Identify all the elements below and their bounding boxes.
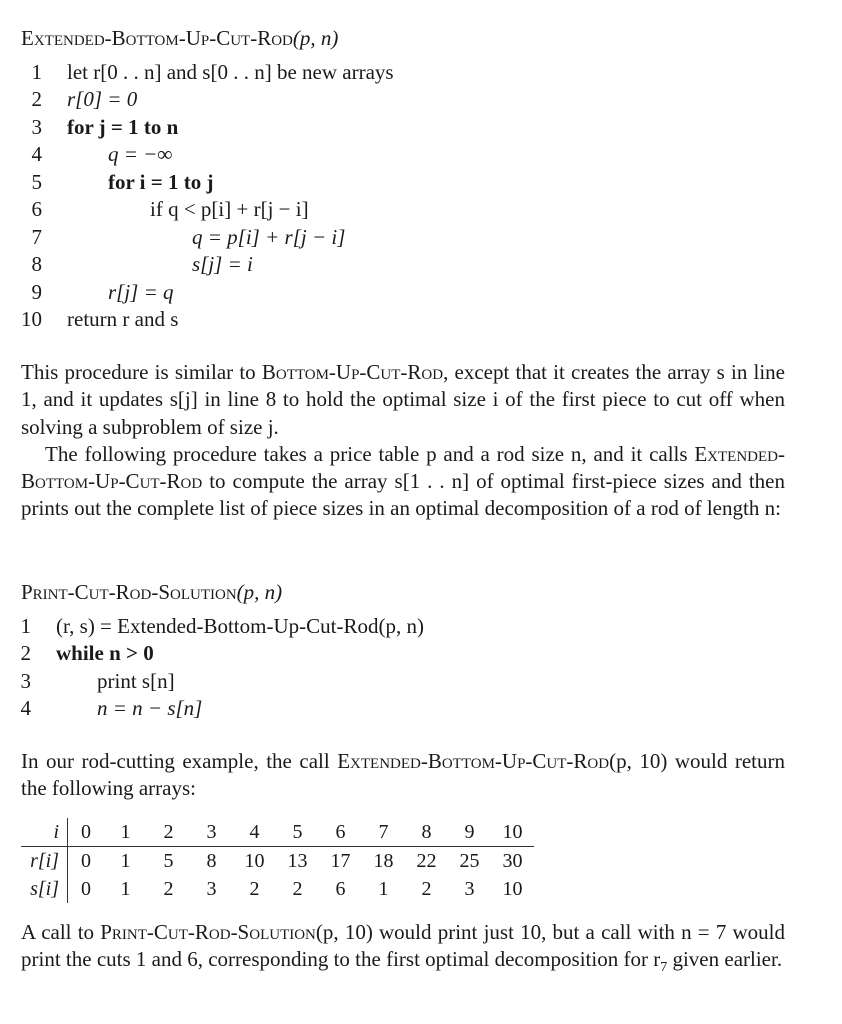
procedure-ref: Extended-Bottom-Up-Cut-Rod (337, 749, 610, 773)
procedure-name: Print-Cut-Rod-Solution (21, 580, 237, 604)
code-text: n = n − s[n] (97, 696, 203, 720)
code-text: s[j] = i (192, 252, 253, 276)
code-text: print s[n] (97, 669, 175, 693)
table-cell: 3 (190, 818, 233, 847)
procedure-heading-print-cut-rod-solution (21, 578, 282, 606)
table-cell: 1 (378, 877, 389, 900)
table-cell: 22 (416, 849, 437, 872)
line-number: 3 (31, 115, 42, 139)
code-text: for j = 1 to n (67, 115, 179, 139)
table-cell: 13 (287, 849, 308, 872)
table-cell: 18 (373, 849, 394, 872)
table-cell: 2 (163, 877, 174, 900)
code-text: for i = 1 to j (108, 170, 214, 194)
text-run: The following procedure takes a price table p and a rod size n, and it calls (45, 441, 695, 466)
procedure-ref: Bottom-Up-Cut-Rod (261, 360, 444, 384)
table-cell: 0 (68, 818, 105, 847)
text-run: given earlier. (667, 947, 783, 972)
table-cell: 0 (81, 877, 91, 900)
row-label: s[i] (21, 875, 68, 903)
table-cell: 8 (405, 818, 448, 847)
table-cell: 1 (120, 877, 131, 900)
code-text: if q < p[i] + r[j − i] (150, 197, 309, 221)
table-cell: 10 (502, 877, 523, 900)
text-run: (p, 10) would print just 10, but a call with n = 7 would print the cuts 1 and 6, corresponding to the first optimal decomposition for r (21, 920, 786, 972)
code-text: r[j] = q (108, 280, 174, 304)
table-row-s (21, 875, 534, 903)
table-cell: 2 (147, 818, 190, 847)
paragraph-text (21, 748, 785, 803)
code-text: (r, s) = Extended-Bottom-Up-Cut-Rod(p, n) (56, 614, 424, 638)
table-cell: 5 (163, 849, 174, 872)
table-row-i (21, 818, 534, 847)
line-number: 1 (20, 614, 31, 638)
table-cell: 6 (319, 818, 362, 847)
line-number: 8 (31, 252, 42, 276)
table-cell: 6 (335, 877, 346, 900)
table-cell: 30 (502, 849, 523, 872)
paragraph-text (21, 359, 785, 441)
paragraph-example-intro (21, 748, 785, 803)
line-number: 5 (31, 170, 42, 194)
table-cell: 10 (491, 818, 534, 847)
code-text: return r and s (67, 307, 179, 331)
table-cell: 8 (206, 849, 217, 872)
table-cell: 3 (464, 877, 475, 900)
table-cell: 7 (362, 818, 405, 847)
table-cell: 2 (421, 877, 432, 900)
line-number: 2 (20, 641, 31, 665)
table-cell: 9 (448, 818, 491, 847)
code-text: q = p[i] + r[j − i] (192, 225, 346, 249)
table-cell: 5 (276, 818, 319, 847)
line-number: 1 (31, 60, 42, 84)
procedure-heading-extended-bottom-up-cut-rod (21, 24, 338, 52)
paragraph-conclusion (21, 919, 785, 982)
table-cell: 17 (330, 849, 351, 872)
line-number: 6 (31, 197, 42, 221)
procedure-ref: Print-Cut-Rod-Solution (100, 920, 316, 944)
line-number: 7 (31, 225, 42, 249)
line-number: 4 (31, 142, 42, 166)
table-cell: 2 (292, 877, 303, 900)
table-row-r (21, 847, 534, 876)
table-cell: 4 (233, 818, 276, 847)
text-run: , except that it creates the array s in line 1, and it updates s[j] in line 8 to hold the optimal size i of the first piece to cut off when solving a subproblem of size j. (21, 360, 785, 439)
code-text: q = −∞ (108, 142, 173, 166)
code-text: while n > 0 (56, 641, 154, 665)
line-number: 4 (20, 696, 31, 720)
arrays-table (21, 818, 534, 903)
paragraph-description (21, 359, 785, 523)
procedure-args: (p, n) (236, 580, 283, 604)
subscript: 7 (660, 960, 668, 976)
table-cell: 0 (81, 849, 91, 872)
table-cell: 3 (206, 877, 217, 900)
paragraph-text (21, 441, 785, 523)
code-text: let r[0 . . n] and s[0 . . n] be new arrays (67, 60, 394, 84)
procedure-name: Extended-Bottom-Up-Cut-Rod (21, 26, 293, 50)
procedure-args: (p, n) (292, 26, 339, 50)
paragraph-text (21, 919, 785, 982)
text-run: to compute the array s[1 . . n] of optimal first-piece sizes and then prints out the complete list of piece sizes in an optimal decomposition of a rod of length n: (21, 469, 785, 521)
table-cell: 25 (459, 849, 480, 872)
text-run: This procedure is similar to (21, 360, 262, 384)
text-run: A call to (21, 920, 101, 944)
procedure-ref: Extended-Bottom-Up-Cut-Rod (21, 441, 785, 494)
table-cell: 1 (120, 849, 131, 872)
text-run: In our rod-cutting example, the call (21, 749, 338, 773)
row-label: i (21, 818, 68, 847)
table-cell: 1 (104, 818, 147, 847)
table-cell: 2 (249, 877, 260, 900)
line-number: 9 (31, 280, 42, 304)
line-number: 3 (20, 669, 31, 693)
line-number: 10 (21, 307, 42, 331)
table-cell: 10 (244, 849, 265, 872)
line-number: 2 (31, 87, 42, 111)
code-text: r[0] = 0 (67, 87, 138, 111)
row-label: r[i] (21, 847, 68, 876)
text-run: (p, 10) would return the following arrays: (21, 749, 785, 801)
